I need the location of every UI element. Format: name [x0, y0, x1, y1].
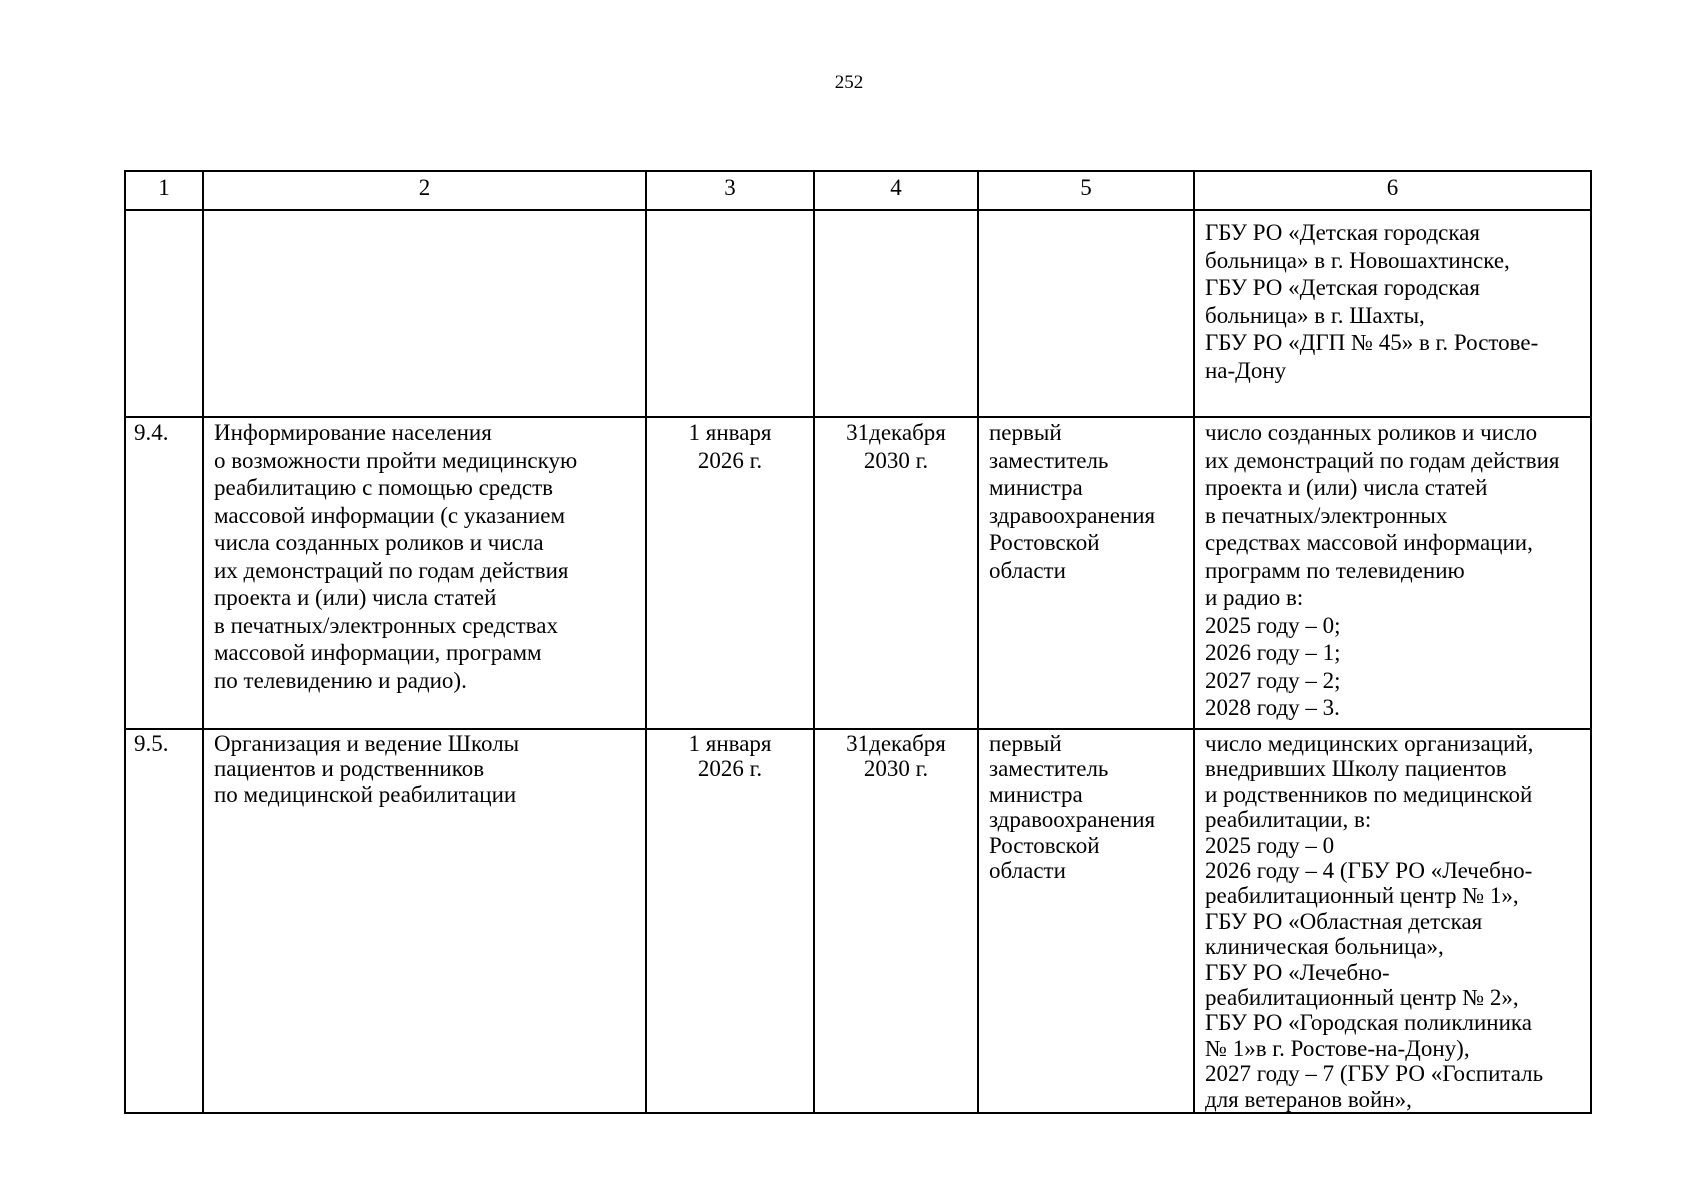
column-header: 6: [1194, 171, 1591, 210]
column-header: 3: [646, 171, 814, 210]
indicator-cell: число медицинских организаций, внедривших Школу пациентов и родственников по медицинской реабилитации, в: 2025 году – 0 2026 году – 4 (ГБУ РО «Лечебно- реабилитационный центр № 1», ГБУ РО «Областная детская клиническая больница», ГБУ РО «Лечебно- реабилитационный центр № 2», ГБУ РО «Городская поликлиника № 1»в г. Ростове-на-Дону), 2027 году – 7 (ГБУ РО «Госпиталь для ветеранов войн»,: [1194, 729, 1591, 1113]
event-cell: [203, 210, 646, 417]
end-date-cell: 31декабря 2030 г.: [814, 729, 978, 1113]
column-header: 1: [125, 171, 203, 210]
document-table: [124, 170, 1592, 1114]
row-number-cell: 9.5.: [125, 729, 203, 1113]
table-row: [125, 417, 1591, 729]
responsible-cell: [978, 210, 1194, 417]
table-row: [125, 210, 1591, 417]
row-number-cell: [125, 210, 203, 417]
row-number-cell: 9.4.: [125, 417, 203, 729]
event-cell: Организация и ведение Школы пациентов и родственников по медицинской реабилитации: [203, 729, 646, 1113]
start-date-cell: [646, 210, 814, 417]
end-date-cell: [814, 210, 978, 417]
responsible-cell: первый заместитель министра здравоохранения Ростовской области: [978, 417, 1194, 729]
page-number: 252: [834, 72, 864, 93]
indicator-cell: число созданных роликов и число их демонстраций по годам действия проекта и (или) числа статей в печатных/электронных средствах массовой информации, программ по телевидению и радио в: 2025 году – 0; 2026 году – 1; 2027 году – 2; 2028 году – 3.: [1194, 417, 1591, 729]
event-cell: Информирование населения о возможности пройти медицинскую реабилитацию с помощью средств массовой информации (с указанием числа созданных роликов и числа их демонстраций по годам действия проекта и (или) числа статей в печатных/электронных средствах массовой информации, программ по телевидению и радио).: [203, 417, 646, 729]
responsible-cell: первый заместитель министра здравоохранения Ростовской области: [978, 729, 1194, 1113]
indicator-cell: ГБУ РО «Детская городская больница» в г. Новошахтинске, ГБУ РО «Детская городская больница» в г. Шахты, ГБУ РО «ДГП № 45» в г. Ростове- на-Дону: [1194, 210, 1591, 417]
start-date-cell: 1 января 2026 г.: [646, 417, 814, 729]
column-header: 4: [814, 171, 978, 210]
end-date-cell: 31декабря 2030 г.: [814, 417, 978, 729]
table-row: [125, 729, 1591, 1113]
column-header: 5: [978, 171, 1194, 210]
start-date-cell: 1 января 2026 г.: [646, 729, 814, 1113]
table-header-row: [125, 171, 1591, 210]
column-header: 2: [203, 171, 646, 210]
